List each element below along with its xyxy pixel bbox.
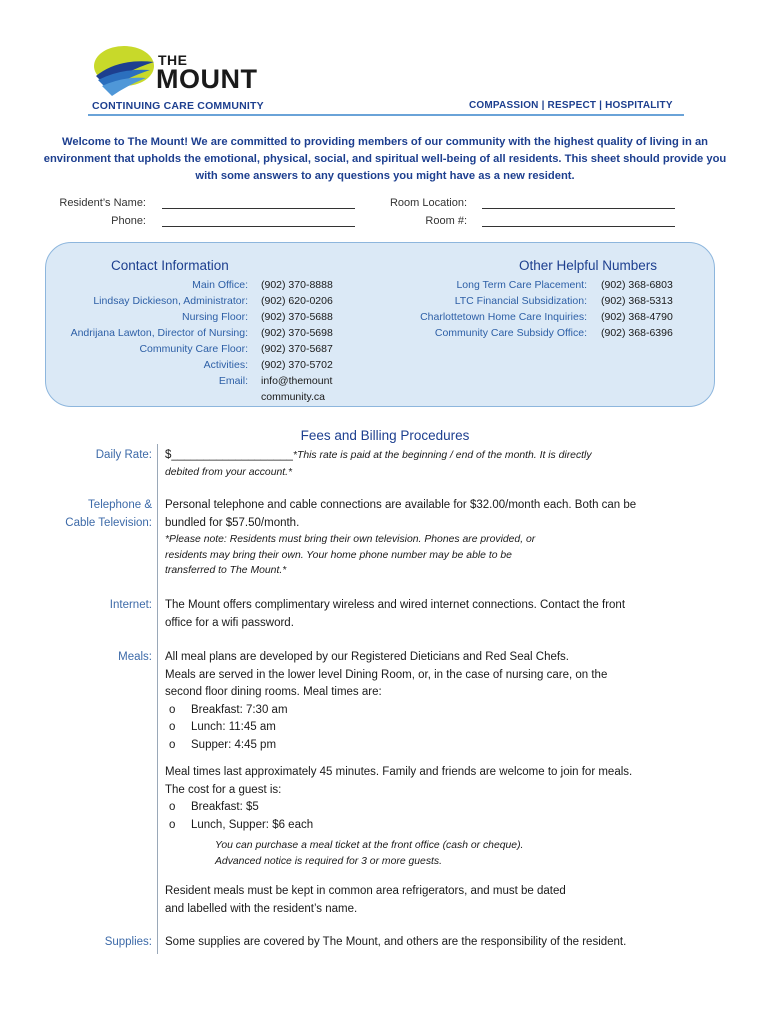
meals-text: All meal plans are developed by our Registered Dieticians and Red Seal Chefs. [165, 651, 570, 663]
helpful-numbers-title: Other Helpful Numbers [519, 258, 658, 273]
contact-label: Nursing Floor: [182, 311, 248, 323]
contact-label: Andrijana Lawton, Director of Nursing: [70, 327, 248, 339]
supplies-body [165, 934, 705, 952]
helpful-phone: (902) 368-6803 [601, 279, 673, 291]
telephone-note: residents may bring their own. Your home phone number may be able to be [165, 549, 512, 561]
contact-label: Email: [218, 375, 248, 387]
internet-text: office for a wifi password. [165, 616, 294, 629]
contact-phone: (902) 370-5687 [261, 343, 333, 355]
helpful-label: LTC Financial Subsidization: [454, 295, 587, 307]
telephone-text: bundled for $57.50/month. [165, 516, 300, 529]
helpful-phone: (902) 368-4790 [601, 311, 673, 323]
fees-title: Fees and Billing Procedures [300, 428, 470, 443]
room-number-label: Room #: [425, 215, 467, 227]
meal-time-item: o Lunch: 11:45 am [165, 719, 705, 737]
daily-rate-note-continued: debited from your account.* [165, 466, 293, 478]
helpful-label: Charlottetown Home Care Inquiries: [420, 311, 587, 323]
logo-subtitle: CONTINUING CARE COMMUNITY [92, 100, 264, 112]
helpful-phone: (902) 368-5313 [601, 295, 673, 307]
daily-rate-label: Daily Rate: [95, 449, 152, 461]
phone-field[interactable] [162, 226, 355, 227]
contact-email[interactable]: info@themount [261, 375, 333, 387]
telephone-body [165, 497, 705, 579]
room-number-field[interactable] [482, 226, 675, 227]
internet-body [165, 597, 705, 632]
internet-label: Internet: [109, 599, 152, 611]
contact-label: Community Care Floor: [139, 343, 248, 355]
meals-storage-text: and labelled with the resident’s name. [165, 902, 358, 915]
contact-labels [48, 277, 248, 389]
meals-guest-text: The cost for a guest is: [165, 783, 282, 796]
helpful-phone: (902) 368-6396 [601, 327, 673, 339]
meals-storage-text: Resident meals must be kept in common area refrigerators, and must be dated [165, 885, 566, 897]
resident-name-label: Resident’s Name: [59, 197, 146, 209]
logo-mount-text: MOUNT [156, 64, 258, 94]
helpful-values [601, 277, 711, 341]
contact-phone: (902) 370-5688 [261, 311, 333, 323]
room-location-field[interactable] [482, 208, 675, 209]
supplies-text: Some supplies are covered by The Mount, and others are the responsibility of the resident. [165, 936, 627, 948]
daily-rate-note: *This rate is paid at the beginning / end of the month. It is directly [292, 450, 592, 461]
meals-body [165, 649, 705, 918]
contact-phone: (902) 370-5698 [261, 327, 333, 339]
meal-ticket-note: You can purchase a meal ticket at the front office (cash or cheque). [215, 840, 524, 851]
header-rule [88, 114, 684, 116]
helpful-label: Long Term Care Placement: [456, 279, 587, 291]
contact-phone: (902) 370-5702 [261, 359, 333, 371]
room-location-label: Room Location: [389, 197, 467, 209]
meal-time-item: o Supper: 4:45 pm [165, 737, 705, 755]
helpful-label: Community Care Subsidy Office: [434, 327, 587, 339]
guest-cost-item: o Lunch, Supper: $6 each [165, 817, 705, 835]
telephone-label [42, 497, 152, 532]
daily-rate-field[interactable]: $___________________ [165, 449, 293, 461]
meals-text: Meals are served in the lower level Dining Room, or, in the case of nursing care, on the [165, 668, 608, 681]
supplies-label: Supplies: [104, 936, 152, 948]
contact-phone: (902) 620-0206 [261, 295, 333, 307]
meal-ticket-note: Advanced notice is required for 3 or more guests. [215, 855, 442, 867]
meals-label: Meals: [118, 651, 152, 663]
contact-information-title: Contact Information [111, 258, 229, 273]
telephone-text: Personal telephone and cable connections are available for $32.00/month each. Both can be [165, 499, 637, 511]
phone-label: Phone: [111, 215, 146, 227]
meals-guest-text: Meal times last approximately 45 minutes. Family and friends are welcome to join for meals. [165, 766, 633, 778]
helpful-labels [380, 277, 587, 341]
telephone-note: *Please note: Residents must bring their own television. Phones are provided, or [165, 534, 536, 545]
internet-text: The Mount offers complimentary wireless and wired internet connections. Contact the front [165, 599, 626, 611]
daily-rate-body [165, 447, 705, 480]
section-divider [157, 444, 158, 954]
logo-the-text: THE [158, 52, 188, 68]
meals-text: second floor dining rooms. Meal times are: [165, 686, 382, 698]
tagline: COMPASSION | RESPECT | HOSPITALITY [469, 100, 673, 111]
contact-label: Lindsay Dickieson, Administrator: [93, 295, 248, 307]
meal-time-item: o Breakfast: 7:30 am [165, 702, 705, 720]
contact-label: Main Office: [192, 279, 248, 291]
guest-cost-item: o Breakfast: $5 [165, 799, 705, 817]
contact-label: Activities: [203, 359, 248, 371]
telephone-note: transferred to The Mount.* [165, 565, 287, 576]
telephone-label-line: Cable Television: [65, 516, 152, 529]
resident-name-field[interactable] [162, 208, 355, 209]
contact-values [261, 277, 371, 405]
mount-logo-mark [88, 40, 160, 102]
contact-phone: (902) 370-8888 [261, 279, 333, 291]
contact-email-continued[interactable]: community.ca [261, 391, 325, 403]
welcome-paragraph: Welcome to The Mount! We are committed to providing members of our community with the highest quality of living in an environment that upholds the emotional, physical, social, and spiritual well-being of all residents. This sheet should provide you with some answers to any questions you might have as a new resident. [43, 136, 727, 182]
telephone-label-line: Telephone & [88, 499, 152, 511]
